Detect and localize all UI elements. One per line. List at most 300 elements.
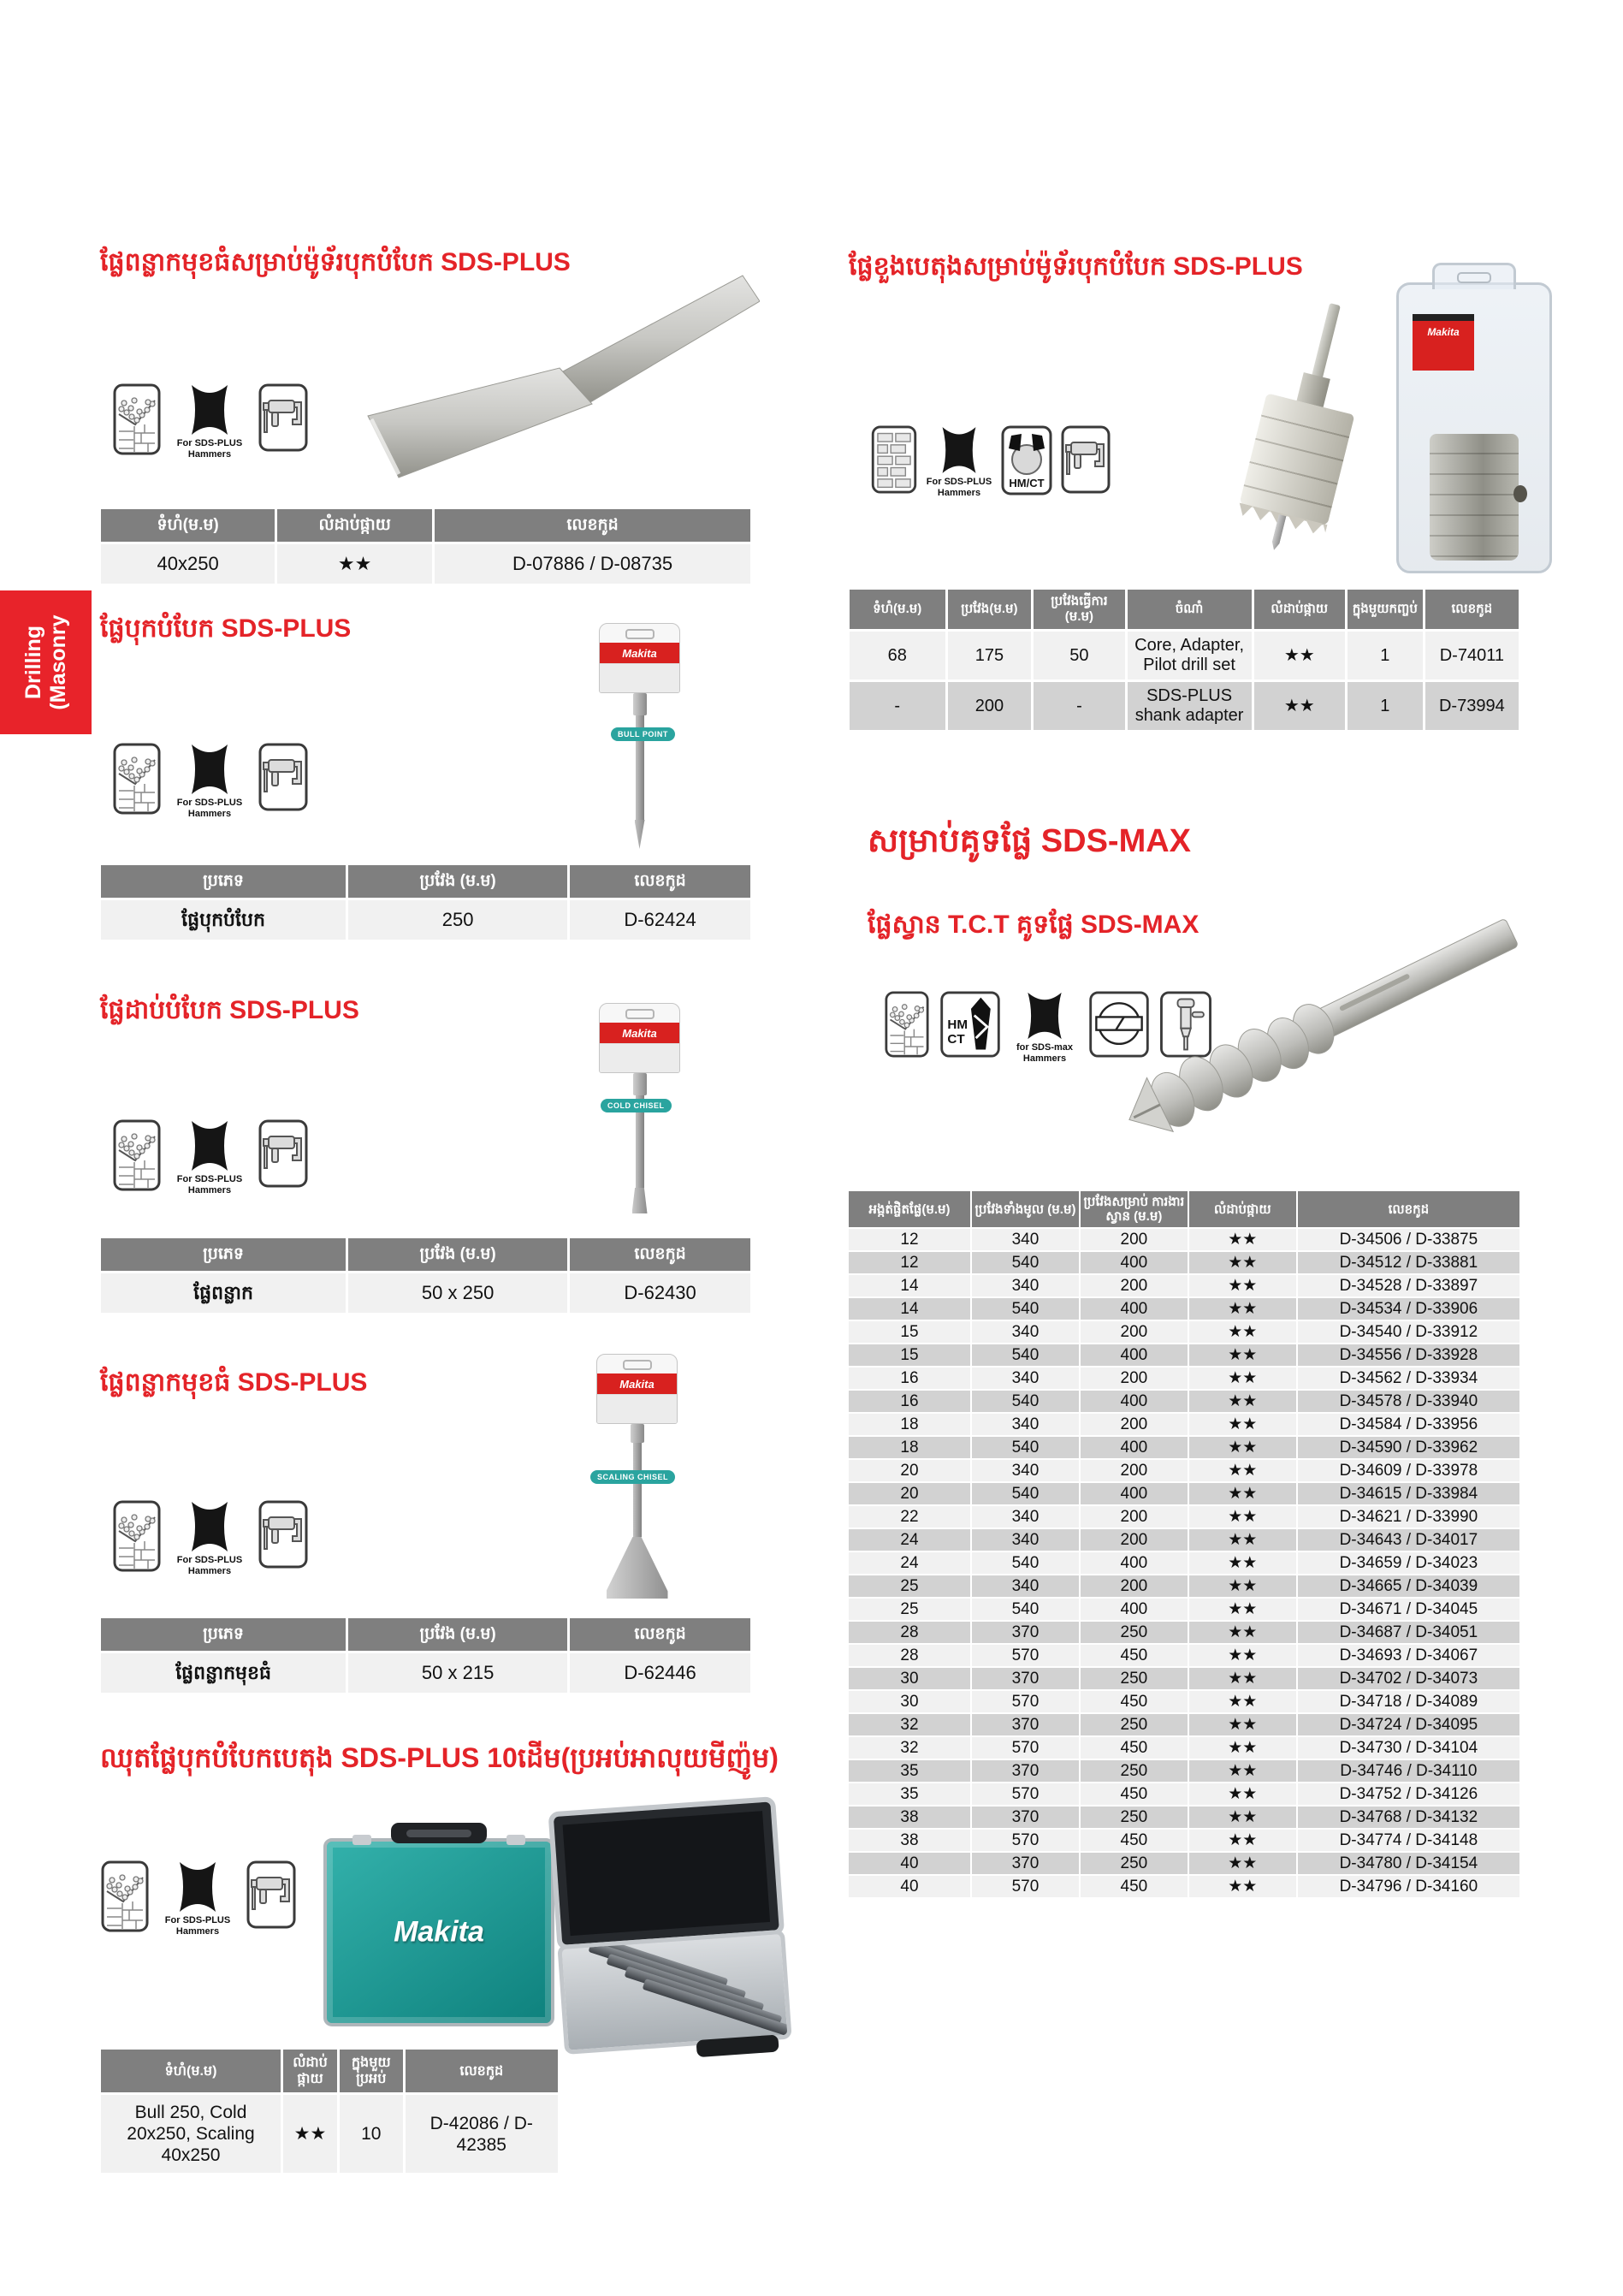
table-cell: D-34796 / D-34160 bbox=[1298, 1876, 1519, 1897]
table-row bbox=[849, 1414, 1519, 1435]
table-cell: 25 bbox=[849, 1575, 970, 1597]
table-cell: ★★ bbox=[283, 2095, 337, 2173]
table-cell: ★★ bbox=[1254, 682, 1345, 730]
leather-patch-icon bbox=[173, 743, 246, 820]
section-title-core-bit: ផ្លែខួងបេតុងសម្រាប់ម៉ូទ័របុកបំបែក SDS-PLUS bbox=[849, 252, 1303, 281]
table-cell: 370 bbox=[972, 1853, 1079, 1874]
open-case-product-image bbox=[548, 1796, 791, 2053]
table-cell: 400 bbox=[1081, 1252, 1188, 1273]
patch-caption: For SDS-PLUS Hammers bbox=[176, 1555, 243, 1576]
column-header: ប្រវែង(ម.ម) bbox=[948, 590, 1032, 629]
table-row bbox=[849, 1807, 1519, 1828]
column-header: ទំហំ(ម.ម) bbox=[101, 509, 275, 542]
patch-caption: For SDS-PLUS Hammers bbox=[164, 1915, 231, 1937]
table-cell: 540 bbox=[972, 1344, 1079, 1366]
table-row bbox=[849, 1229, 1519, 1250]
table-cell: 540 bbox=[972, 1437, 1079, 1458]
table-row bbox=[849, 1622, 1519, 1643]
core-bit-table bbox=[847, 587, 1521, 733]
table-cell: 200 bbox=[1081, 1368, 1188, 1389]
table-cell: 450 bbox=[1081, 1645, 1188, 1666]
table-cell: D-62446 bbox=[570, 1653, 750, 1693]
table-cell: ★★ bbox=[1189, 1460, 1296, 1481]
category-tab-drilling-masonry[interactable] bbox=[0, 590, 92, 734]
closed-case-product-image bbox=[323, 1838, 554, 2026]
column-header: អង្កត់ផ្ចិតផ្លែ(ម.ម) bbox=[849, 1191, 970, 1227]
table-cell: 1 bbox=[1348, 682, 1423, 730]
table-cell: - bbox=[1034, 682, 1124, 730]
table-row bbox=[850, 682, 1519, 730]
table-cell: 14 bbox=[849, 1275, 970, 1296]
column-header: លេខកូដ bbox=[406, 2050, 559, 2092]
core-bit-package-image bbox=[1396, 282, 1552, 573]
table-cell: ★★ bbox=[1189, 1575, 1296, 1597]
category-tab-label: Drilling (Masonry bbox=[21, 614, 70, 710]
rotary-hammer-icon bbox=[258, 383, 308, 452]
table-cell: D-42086 / D-42385 bbox=[406, 2095, 559, 2173]
set-contents-table bbox=[98, 2047, 560, 2175]
column-header: ក្នុងមួយប្រអប់ bbox=[340, 2050, 403, 2092]
table-cell: D-34687 / D-34051 bbox=[1298, 1622, 1519, 1643]
table-row bbox=[849, 1321, 1519, 1343]
table-row bbox=[849, 1760, 1519, 1782]
table-row bbox=[849, 1368, 1519, 1389]
table-cell: 200 bbox=[1081, 1321, 1188, 1343]
table-cell: ★★ bbox=[1189, 1760, 1296, 1782]
table-cell: 24 bbox=[849, 1552, 970, 1574]
table-cell: 15 bbox=[849, 1321, 970, 1343]
table-cell: 250 bbox=[1081, 1622, 1188, 1643]
table-cell: 250 bbox=[1081, 1714, 1188, 1735]
table-cell: 200 bbox=[1081, 1275, 1188, 1296]
table-cell: Core, Adapter, Pilot drill set bbox=[1128, 632, 1252, 679]
table-cell: 540 bbox=[972, 1298, 1079, 1320]
patch-caption: For SDS-PLUS Hammers bbox=[176, 798, 243, 819]
table-cell: D-34528 / D-33897 bbox=[1298, 1275, 1519, 1296]
section-title-wide-chisel: ផ្លែពន្លាកមុខធំសម្រាប់ម៉ូទ័របុកបំបែក SDS-PLUS bbox=[100, 248, 571, 276]
section-title-bull-point: ផ្លែបុកបំបែក SDS-PLUS bbox=[100, 614, 352, 643]
table-cell: 400 bbox=[1081, 1483, 1188, 1504]
table-row bbox=[849, 1552, 1519, 1574]
table-cell: 370 bbox=[972, 1714, 1079, 1735]
table-cell: D-34752 / D-34126 bbox=[1298, 1783, 1519, 1805]
table-cell: D-34693 / D-34067 bbox=[1298, 1645, 1519, 1666]
table-cell: D-34746 / D-34110 bbox=[1298, 1760, 1519, 1782]
makita-logo: Makita bbox=[394, 1915, 484, 1949]
table-cell: D-62430 bbox=[570, 1273, 750, 1313]
column-header: ប្រភេទ bbox=[101, 865, 346, 898]
table-cell: D-34609 / D-33978 bbox=[1298, 1460, 1519, 1481]
table-cell: 370 bbox=[972, 1760, 1079, 1782]
table-row bbox=[849, 1298, 1519, 1320]
table-row bbox=[101, 544, 750, 584]
column-header: ប្រភេទ bbox=[101, 1618, 346, 1651]
table-cell: D-34621 / D-33990 bbox=[1298, 1506, 1519, 1528]
column-header: ប្រវែង (ម.ម) bbox=[348, 865, 567, 898]
table-cell: 200 bbox=[948, 682, 1032, 730]
table-cell: D-34659 / D-34023 bbox=[1298, 1552, 1519, 1574]
table-cell: ★★ bbox=[1189, 1368, 1296, 1389]
usage-icons-s1 bbox=[113, 383, 308, 460]
masonry-icon bbox=[883, 991, 931, 1058]
table-cell: ★★ bbox=[1189, 1783, 1296, 1805]
usage-icons-s2 bbox=[113, 743, 308, 820]
table-cell: 200 bbox=[1081, 1506, 1188, 1528]
table-cell: - bbox=[850, 682, 945, 730]
table-cell: 38 bbox=[849, 1807, 970, 1828]
table-cell: 340 bbox=[972, 1529, 1079, 1551]
table-cell: 200 bbox=[1081, 1460, 1188, 1481]
patch-caption: for SDS-max Hammers bbox=[1016, 1042, 1074, 1064]
table-cell: ★★ bbox=[1189, 1622, 1296, 1643]
column-header: ប្រវែង (ម.ម) bbox=[348, 1238, 567, 1271]
table-cell: D-34780 / D-34154 bbox=[1298, 1853, 1519, 1874]
table-cell: SDS-PLUS shank adapter bbox=[1128, 682, 1252, 730]
table-cell: 570 bbox=[972, 1645, 1079, 1666]
table-row bbox=[849, 1668, 1519, 1689]
table-cell: 540 bbox=[972, 1552, 1079, 1574]
table-cell: 250 bbox=[1081, 1807, 1188, 1828]
rotary-hammer-icon bbox=[258, 1500, 308, 1569]
table-cell: 540 bbox=[972, 1391, 1079, 1412]
column-header: ទំហំ(ម.ម) bbox=[101, 2050, 281, 2092]
table-cell: ★★ bbox=[1189, 1321, 1296, 1343]
table-cell: ★★ bbox=[1189, 1229, 1296, 1250]
table-cell: 570 bbox=[972, 1830, 1079, 1851]
table-cell: ★★ bbox=[1189, 1645, 1296, 1666]
table-cell: 28 bbox=[849, 1622, 970, 1643]
patch-caption: For SDS-PLUS Hammers bbox=[176, 1174, 243, 1195]
table-cell: 68 bbox=[850, 632, 945, 679]
table-cell: 32 bbox=[849, 1714, 970, 1735]
svg-text:HM: HM bbox=[947, 1017, 968, 1032]
column-header: លេខកូដ bbox=[1425, 590, 1519, 629]
table-cell: ★★ bbox=[1189, 1830, 1296, 1851]
table-cell: 10 bbox=[340, 2095, 403, 2173]
table-cell: ★★ bbox=[1189, 1876, 1296, 1897]
table-cell: D-34774 / D-34148 bbox=[1298, 1830, 1519, 1851]
table-cell: 1 bbox=[1348, 632, 1423, 679]
table-cell: 16 bbox=[849, 1368, 970, 1389]
table-cell: D-34584 / D-33956 bbox=[1298, 1414, 1519, 1435]
table-cell: ★★ bbox=[1254, 632, 1345, 679]
table-cell: Bull 250, Cold 20x250, Scaling 40x250 bbox=[101, 2095, 281, 2173]
hm-ct-drill-bit-icon bbox=[939, 991, 1001, 1058]
table-cell: 200 bbox=[1081, 1575, 1188, 1597]
bull-point-tag: BULL POINT bbox=[611, 727, 675, 741]
table-cell: ★★ bbox=[1189, 1714, 1296, 1735]
table-cell: 28 bbox=[849, 1645, 970, 1666]
leather-patch-icon bbox=[173, 1119, 246, 1196]
table-cell: D-34702 / D-34073 bbox=[1298, 1668, 1519, 1689]
core-bit-product-image bbox=[1166, 279, 1419, 590]
scaling-chisel-tag: SCALING CHISEL bbox=[590, 1470, 675, 1484]
column-header: លំដាប់ផ្កាយ bbox=[1254, 590, 1345, 629]
patch-caption: For SDS-PLUS Hammers bbox=[176, 438, 243, 460]
table-cell: 340 bbox=[972, 1275, 1079, 1296]
patch-caption: For SDS-PLUS Hammers bbox=[926, 477, 992, 498]
column-header: ចំណាំ bbox=[1128, 590, 1252, 629]
table-cell: ★★ bbox=[1189, 1506, 1296, 1528]
table-cell: 340 bbox=[972, 1368, 1079, 1389]
column-header: ទំហំ(ម.ម) bbox=[850, 590, 945, 629]
table-cell: D-34578 / D-33940 bbox=[1298, 1391, 1519, 1412]
section-title-cold-chisel: ផ្លែដាប់បំបែក SDS-PLUS bbox=[100, 996, 359, 1024]
table-cell: 50 x 250 bbox=[348, 1273, 567, 1313]
sds-max-bit-table bbox=[847, 1190, 1521, 1899]
table-row bbox=[849, 1344, 1519, 1366]
table-row bbox=[849, 1483, 1519, 1504]
rotary-hammer-icon bbox=[1061, 425, 1111, 494]
table-cell: 15 bbox=[849, 1344, 970, 1366]
table-cell: 340 bbox=[972, 1414, 1079, 1435]
table-cell: 570 bbox=[972, 1783, 1079, 1805]
table-row bbox=[849, 1506, 1519, 1528]
table-cell: D-62424 bbox=[570, 900, 750, 940]
table-cell: ★★ bbox=[1189, 1691, 1296, 1712]
column-header: លំដាប់ផ្កាយ bbox=[283, 2050, 337, 2092]
table-cell: D-34562 / D-33934 bbox=[1298, 1368, 1519, 1389]
table-cell: 38 bbox=[849, 1830, 970, 1851]
masonry-icon bbox=[113, 383, 161, 455]
table-cell: 400 bbox=[1081, 1552, 1188, 1574]
table-cell: ★★ bbox=[1189, 1252, 1296, 1273]
column-header: ប្រវែងសម្រាប់ ការងារស្វាន (ម.ម) bbox=[1081, 1191, 1188, 1227]
wide-chisel-product-image bbox=[315, 272, 760, 490]
sds-max-bit-product-image bbox=[1069, 905, 1557, 1179]
table-cell: 340 bbox=[972, 1321, 1079, 1343]
table-cell: 370 bbox=[972, 1622, 1079, 1643]
hm-ct-icon bbox=[1001, 425, 1052, 495]
table-cell: 340 bbox=[972, 1229, 1079, 1250]
table-cell: 570 bbox=[972, 1737, 1079, 1759]
column-header: លេខកូដ bbox=[435, 509, 750, 542]
table-cell: ★★ bbox=[1189, 1737, 1296, 1759]
table-cell: D-34665 / D-34039 bbox=[1298, 1575, 1519, 1597]
table-row bbox=[849, 1391, 1519, 1412]
masonry-icon bbox=[113, 1500, 161, 1572]
type-length-code-table bbox=[98, 863, 753, 942]
makita-logo: Makita bbox=[600, 1023, 679, 1043]
table-cell: 450 bbox=[1081, 1737, 1188, 1759]
table-cell: 16 bbox=[849, 1391, 970, 1412]
table-cell: D-34718 / D-34089 bbox=[1298, 1691, 1519, 1712]
table-cell: 50 bbox=[1034, 632, 1124, 679]
leather-patch-icon bbox=[161, 1860, 234, 1937]
table-cell: ★★ bbox=[277, 544, 432, 584]
table-cell: 40 bbox=[849, 1876, 970, 1897]
table-cell: 570 bbox=[972, 1876, 1079, 1897]
table-cell: D-34506 / D-33875 bbox=[1298, 1229, 1519, 1250]
makita-logo: Makita bbox=[1413, 314, 1474, 371]
table-cell: 570 bbox=[972, 1691, 1079, 1712]
table-cell: 30 bbox=[849, 1691, 970, 1712]
usage-icons-r1 bbox=[871, 425, 1111, 499]
table-cell: ផ្លែពន្លាក bbox=[101, 1273, 346, 1313]
table-row bbox=[849, 1737, 1519, 1759]
table-cell: ផ្លែបុកបំបែក bbox=[101, 900, 346, 940]
column-header: លំដាប់ផ្កាយ bbox=[277, 509, 432, 542]
section-title-sds-max: សម្រាប់គូទផ្លែ SDS-MAX bbox=[868, 823, 1192, 859]
table-cell: 40x250 bbox=[101, 544, 275, 584]
table-cell: ★★ bbox=[1189, 1483, 1296, 1504]
table-row bbox=[849, 1830, 1519, 1851]
leather-patch-icon bbox=[926, 425, 992, 499]
table-cell: 25 bbox=[849, 1599, 970, 1620]
table-cell: D-34724 / D-34095 bbox=[1298, 1714, 1519, 1735]
table-row bbox=[849, 1252, 1519, 1273]
table-cell: 400 bbox=[1081, 1437, 1188, 1458]
table-cell: 400 bbox=[1081, 1599, 1188, 1620]
table-cell: ★★ bbox=[1189, 1344, 1296, 1366]
table-row bbox=[849, 1691, 1519, 1712]
column-header: លំដាប់ផ្កាយ bbox=[1189, 1191, 1296, 1227]
table-cell: 200 bbox=[1081, 1229, 1188, 1250]
table-cell: D-34730 / D-34104 bbox=[1298, 1737, 1519, 1759]
table-cell: D-34590 / D-33962 bbox=[1298, 1437, 1519, 1458]
table-cell: 40 bbox=[849, 1853, 970, 1874]
table-row bbox=[849, 1460, 1519, 1481]
usage-icons-s4 bbox=[113, 1500, 308, 1577]
table-row bbox=[849, 1645, 1519, 1666]
leather-patch-icon bbox=[173, 383, 246, 460]
table-cell: 175 bbox=[948, 632, 1032, 679]
table-cell: ★★ bbox=[1189, 1668, 1296, 1689]
table-cell: ★★ bbox=[1189, 1529, 1296, 1551]
table-cell: 30 bbox=[849, 1668, 970, 1689]
table-cell: 20 bbox=[849, 1483, 970, 1504]
table-cell: ★★ bbox=[1189, 1414, 1296, 1435]
table-cell: ★★ bbox=[1189, 1437, 1296, 1458]
svg-text:HM/CT: HM/CT bbox=[1009, 477, 1045, 489]
table-row bbox=[101, 1273, 750, 1313]
table-cell: 18 bbox=[849, 1437, 970, 1458]
table-cell: 450 bbox=[1081, 1876, 1188, 1897]
table-row bbox=[849, 1575, 1519, 1597]
column-header: ប្រវែងធ្វើការ (ម.ម) bbox=[1034, 590, 1124, 629]
column-header: លេខកូដ bbox=[570, 1618, 750, 1651]
table-row bbox=[849, 1437, 1519, 1458]
table-cell: 400 bbox=[1081, 1391, 1188, 1412]
table-cell: 32 bbox=[849, 1737, 970, 1759]
table-cell: D-34556 / D-33928 bbox=[1298, 1344, 1519, 1366]
table-cell: 35 bbox=[849, 1783, 970, 1805]
table-cell: D-34768 / D-34132 bbox=[1298, 1807, 1519, 1828]
section-subtitle-tct: ផ្លែស្វាន T.C.T គូទផ្លែ SDS-MAX bbox=[868, 911, 1199, 939]
table-cell: 200 bbox=[1081, 1414, 1188, 1435]
column-header: លេខកូដ bbox=[570, 1238, 750, 1271]
table-cell: ★★ bbox=[1189, 1298, 1296, 1320]
table-cell: ★★ bbox=[1189, 1853, 1296, 1874]
table-row bbox=[101, 2095, 558, 2173]
cold-chisel-tag: COLD CHISEL bbox=[601, 1099, 672, 1112]
table-cell: D-34512 / D-33881 bbox=[1298, 1252, 1519, 1273]
column-header: លេខកូដ bbox=[570, 865, 750, 898]
table-cell: 450 bbox=[1081, 1830, 1188, 1851]
table-cell: 35 bbox=[849, 1760, 970, 1782]
makita-logo: Makita bbox=[597, 1373, 677, 1394]
table-cell: 12 bbox=[849, 1252, 970, 1273]
section-title-scaling-chisel: ផ្លែពន្លាកមុខធំ SDS-PLUS bbox=[100, 1368, 368, 1397]
table-row bbox=[849, 1599, 1519, 1620]
table-row bbox=[850, 632, 1519, 679]
table-cell: 540 bbox=[972, 1483, 1079, 1504]
table-cell: 250 bbox=[1081, 1668, 1188, 1689]
table-cell: ★★ bbox=[1189, 1807, 1296, 1828]
svg-text:CT: CT bbox=[947, 1031, 965, 1047]
table-cell: 540 bbox=[972, 1599, 1079, 1620]
column-header: លេខកូដ bbox=[1298, 1191, 1519, 1227]
usage-icons-s3 bbox=[113, 1119, 308, 1196]
usage-icons-s5 bbox=[101, 1860, 296, 1937]
table-cell: 370 bbox=[972, 1668, 1079, 1689]
table-cell: D-34540 / D-33912 bbox=[1298, 1321, 1519, 1343]
type-length-code-table bbox=[98, 1616, 753, 1695]
table-cell: 340 bbox=[972, 1460, 1079, 1481]
table-row bbox=[101, 900, 750, 940]
table-cell: 22 bbox=[849, 1506, 970, 1528]
size-star-code-table bbox=[98, 507, 753, 586]
rotary-hammer-icon bbox=[246, 1860, 296, 1929]
table-cell: 250 bbox=[1081, 1760, 1188, 1782]
section-title-chisel-set: ឈុតផ្លែបុកបំបែកបេតុង SDS-PLUS 10ដើម(ប្រអប់អាលុយមីញ៉ូម) bbox=[100, 1742, 779, 1773]
table-cell: ★★ bbox=[1189, 1275, 1296, 1296]
column-header: ក្នុងមួយកញ្ចប់ bbox=[1348, 590, 1423, 629]
table-cell: 20 bbox=[849, 1460, 970, 1481]
table-cell: 200 bbox=[1081, 1529, 1188, 1551]
table-cell: ★★ bbox=[1189, 1552, 1296, 1574]
table-cell: ផ្លែពន្លាកមុខធំ bbox=[101, 1653, 346, 1693]
case-handle bbox=[391, 1823, 487, 1843]
table-cell: 50 x 215 bbox=[348, 1653, 567, 1693]
table-cell: ★★ bbox=[1189, 1599, 1296, 1620]
table-cell: 250 bbox=[348, 900, 567, 940]
table-cell: 12 bbox=[849, 1229, 970, 1250]
table-cell: 250 bbox=[1081, 1853, 1188, 1874]
table-cell: 450 bbox=[1081, 1783, 1188, 1805]
masonry-icon bbox=[871, 425, 917, 494]
column-header: ប្រវែងទាំងមូល (ម.ម) bbox=[972, 1191, 1079, 1227]
table-cell: 400 bbox=[1081, 1344, 1188, 1366]
masonry-icon bbox=[113, 1119, 161, 1191]
table-cell: D-34615 / D-33984 bbox=[1298, 1483, 1519, 1504]
table-cell: ★★ bbox=[1189, 1391, 1296, 1412]
table-cell: 540 bbox=[972, 1252, 1079, 1273]
masonry-icon bbox=[101, 1860, 149, 1932]
table-cell: D-07886 / D-08735 bbox=[435, 544, 750, 584]
rotary-hammer-icon bbox=[258, 743, 308, 811]
table-row bbox=[849, 1853, 1519, 1874]
table-cell: 14 bbox=[849, 1298, 970, 1320]
table-row bbox=[849, 1783, 1519, 1805]
table-cell: D-34671 / D-34045 bbox=[1298, 1599, 1519, 1620]
table-row bbox=[849, 1275, 1519, 1296]
table-cell: 370 bbox=[972, 1807, 1079, 1828]
table-cell: 340 bbox=[972, 1506, 1079, 1528]
column-header: ប្រវែង (ម.ម) bbox=[348, 1618, 567, 1651]
table-cell: 24 bbox=[849, 1529, 970, 1551]
makita-logo: Makita bbox=[600, 643, 679, 663]
table-cell: 18 bbox=[849, 1414, 970, 1435]
masonry-icon bbox=[113, 743, 161, 815]
rotary-hammer-icon bbox=[258, 1119, 308, 1188]
table-row bbox=[849, 1529, 1519, 1551]
table-row bbox=[101, 1653, 750, 1693]
leather-patch-icon bbox=[173, 1500, 246, 1577]
table-cell: D-34534 / D-33906 bbox=[1298, 1298, 1519, 1320]
table-cell: 340 bbox=[972, 1575, 1079, 1597]
table-cell: D-73994 bbox=[1425, 682, 1519, 730]
